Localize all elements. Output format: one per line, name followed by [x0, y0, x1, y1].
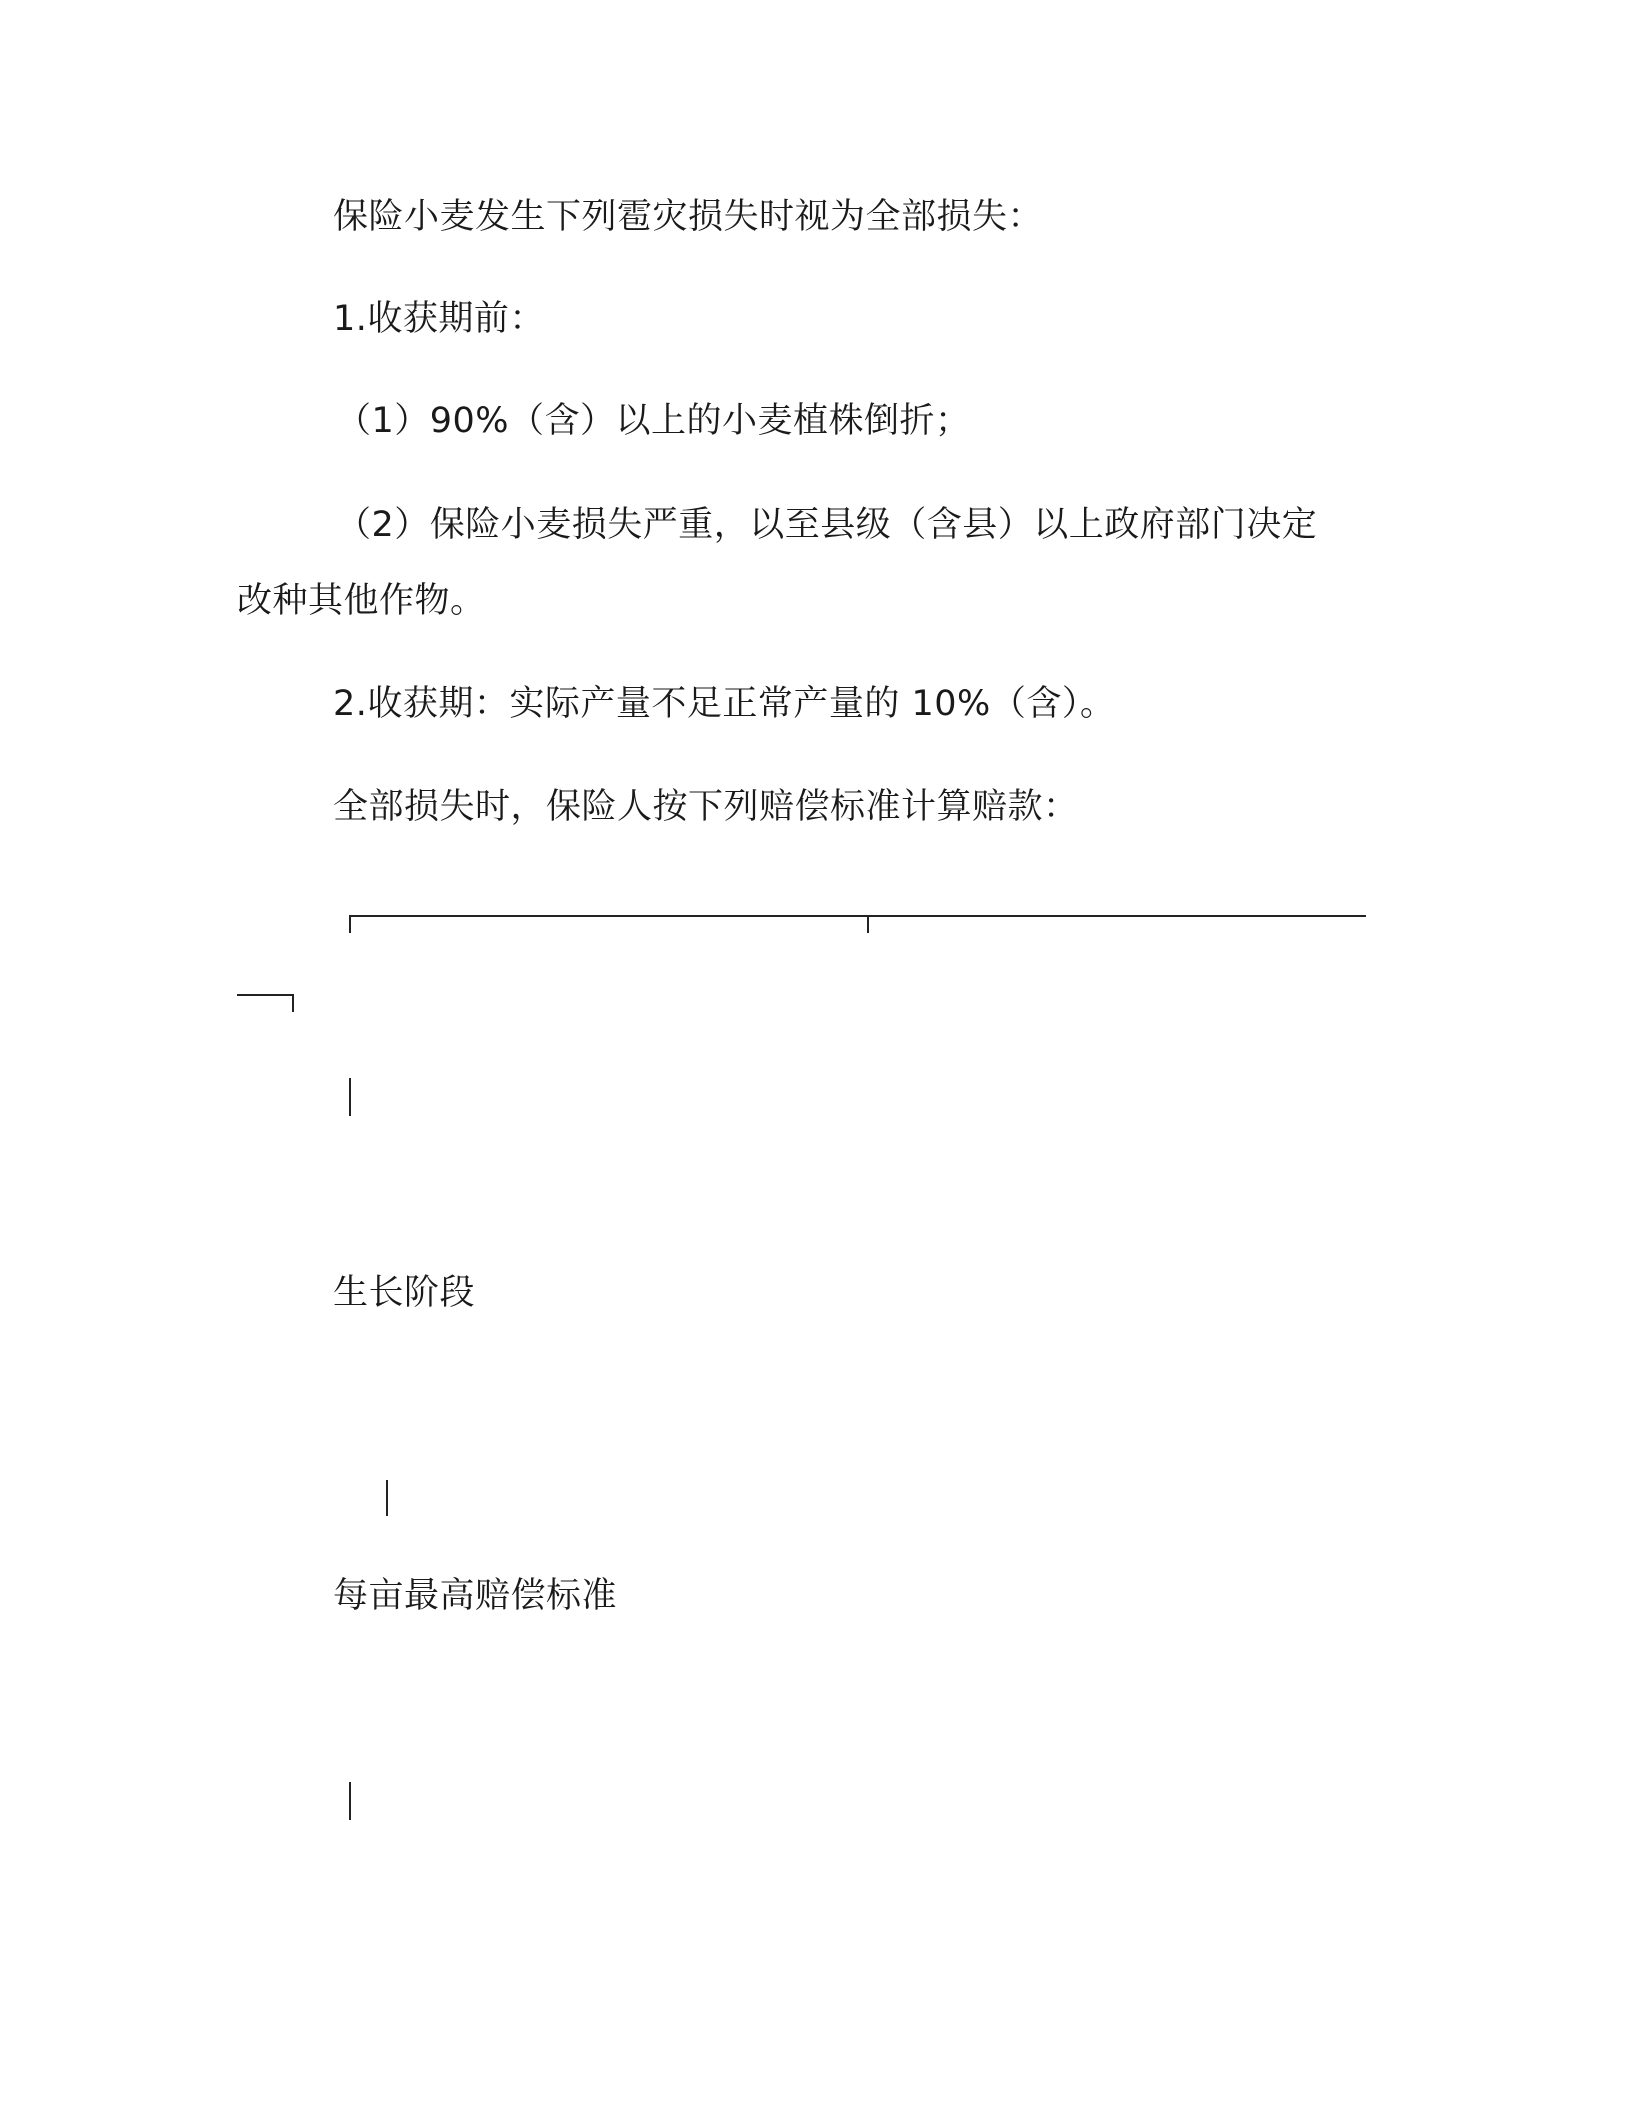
table-left-stub-border [237, 994, 293, 996]
paragraph-item-1: （1）90%（含）以上的小麦植株倒折； [336, 401, 971, 441]
table-top-border [349, 915, 1366, 917]
paragraph-compensation-intro: 全部损失时，保险人按下列赔偿标准计算赔款： [333, 787, 1079, 827]
table-cell-divider-1 [349, 1078, 351, 1116]
paragraph-total-loss-intro: 保险小麦发生下列雹灾损失时视为全部损失： [333, 197, 1044, 237]
table-cell-divider-3 [349, 1782, 351, 1820]
table-cell-divider-2 [386, 1480, 388, 1516]
paragraph-item-2-line1: （2）保险小麦损失严重，以至县级（含县）以上政府部门决定 [336, 505, 1318, 545]
paragraph-before-harvest: 1.收获期前： [333, 299, 545, 339]
table-header-growth-stage: 生长阶段 [333, 1273, 476, 1313]
table-header-max-compensation: 每亩最高赔偿标准 [333, 1576, 618, 1616]
paragraph-harvest-period: 2.收获期：实际产量不足正常产量的 10%（含）。 [333, 684, 1116, 724]
table-left-stub-corner [292, 994, 294, 1012]
paragraph-item-2-line2: 改种其他作物。 [237, 581, 486, 621]
table-top-column-divider [867, 915, 869, 933]
table-top-left-corner [349, 915, 351, 933]
